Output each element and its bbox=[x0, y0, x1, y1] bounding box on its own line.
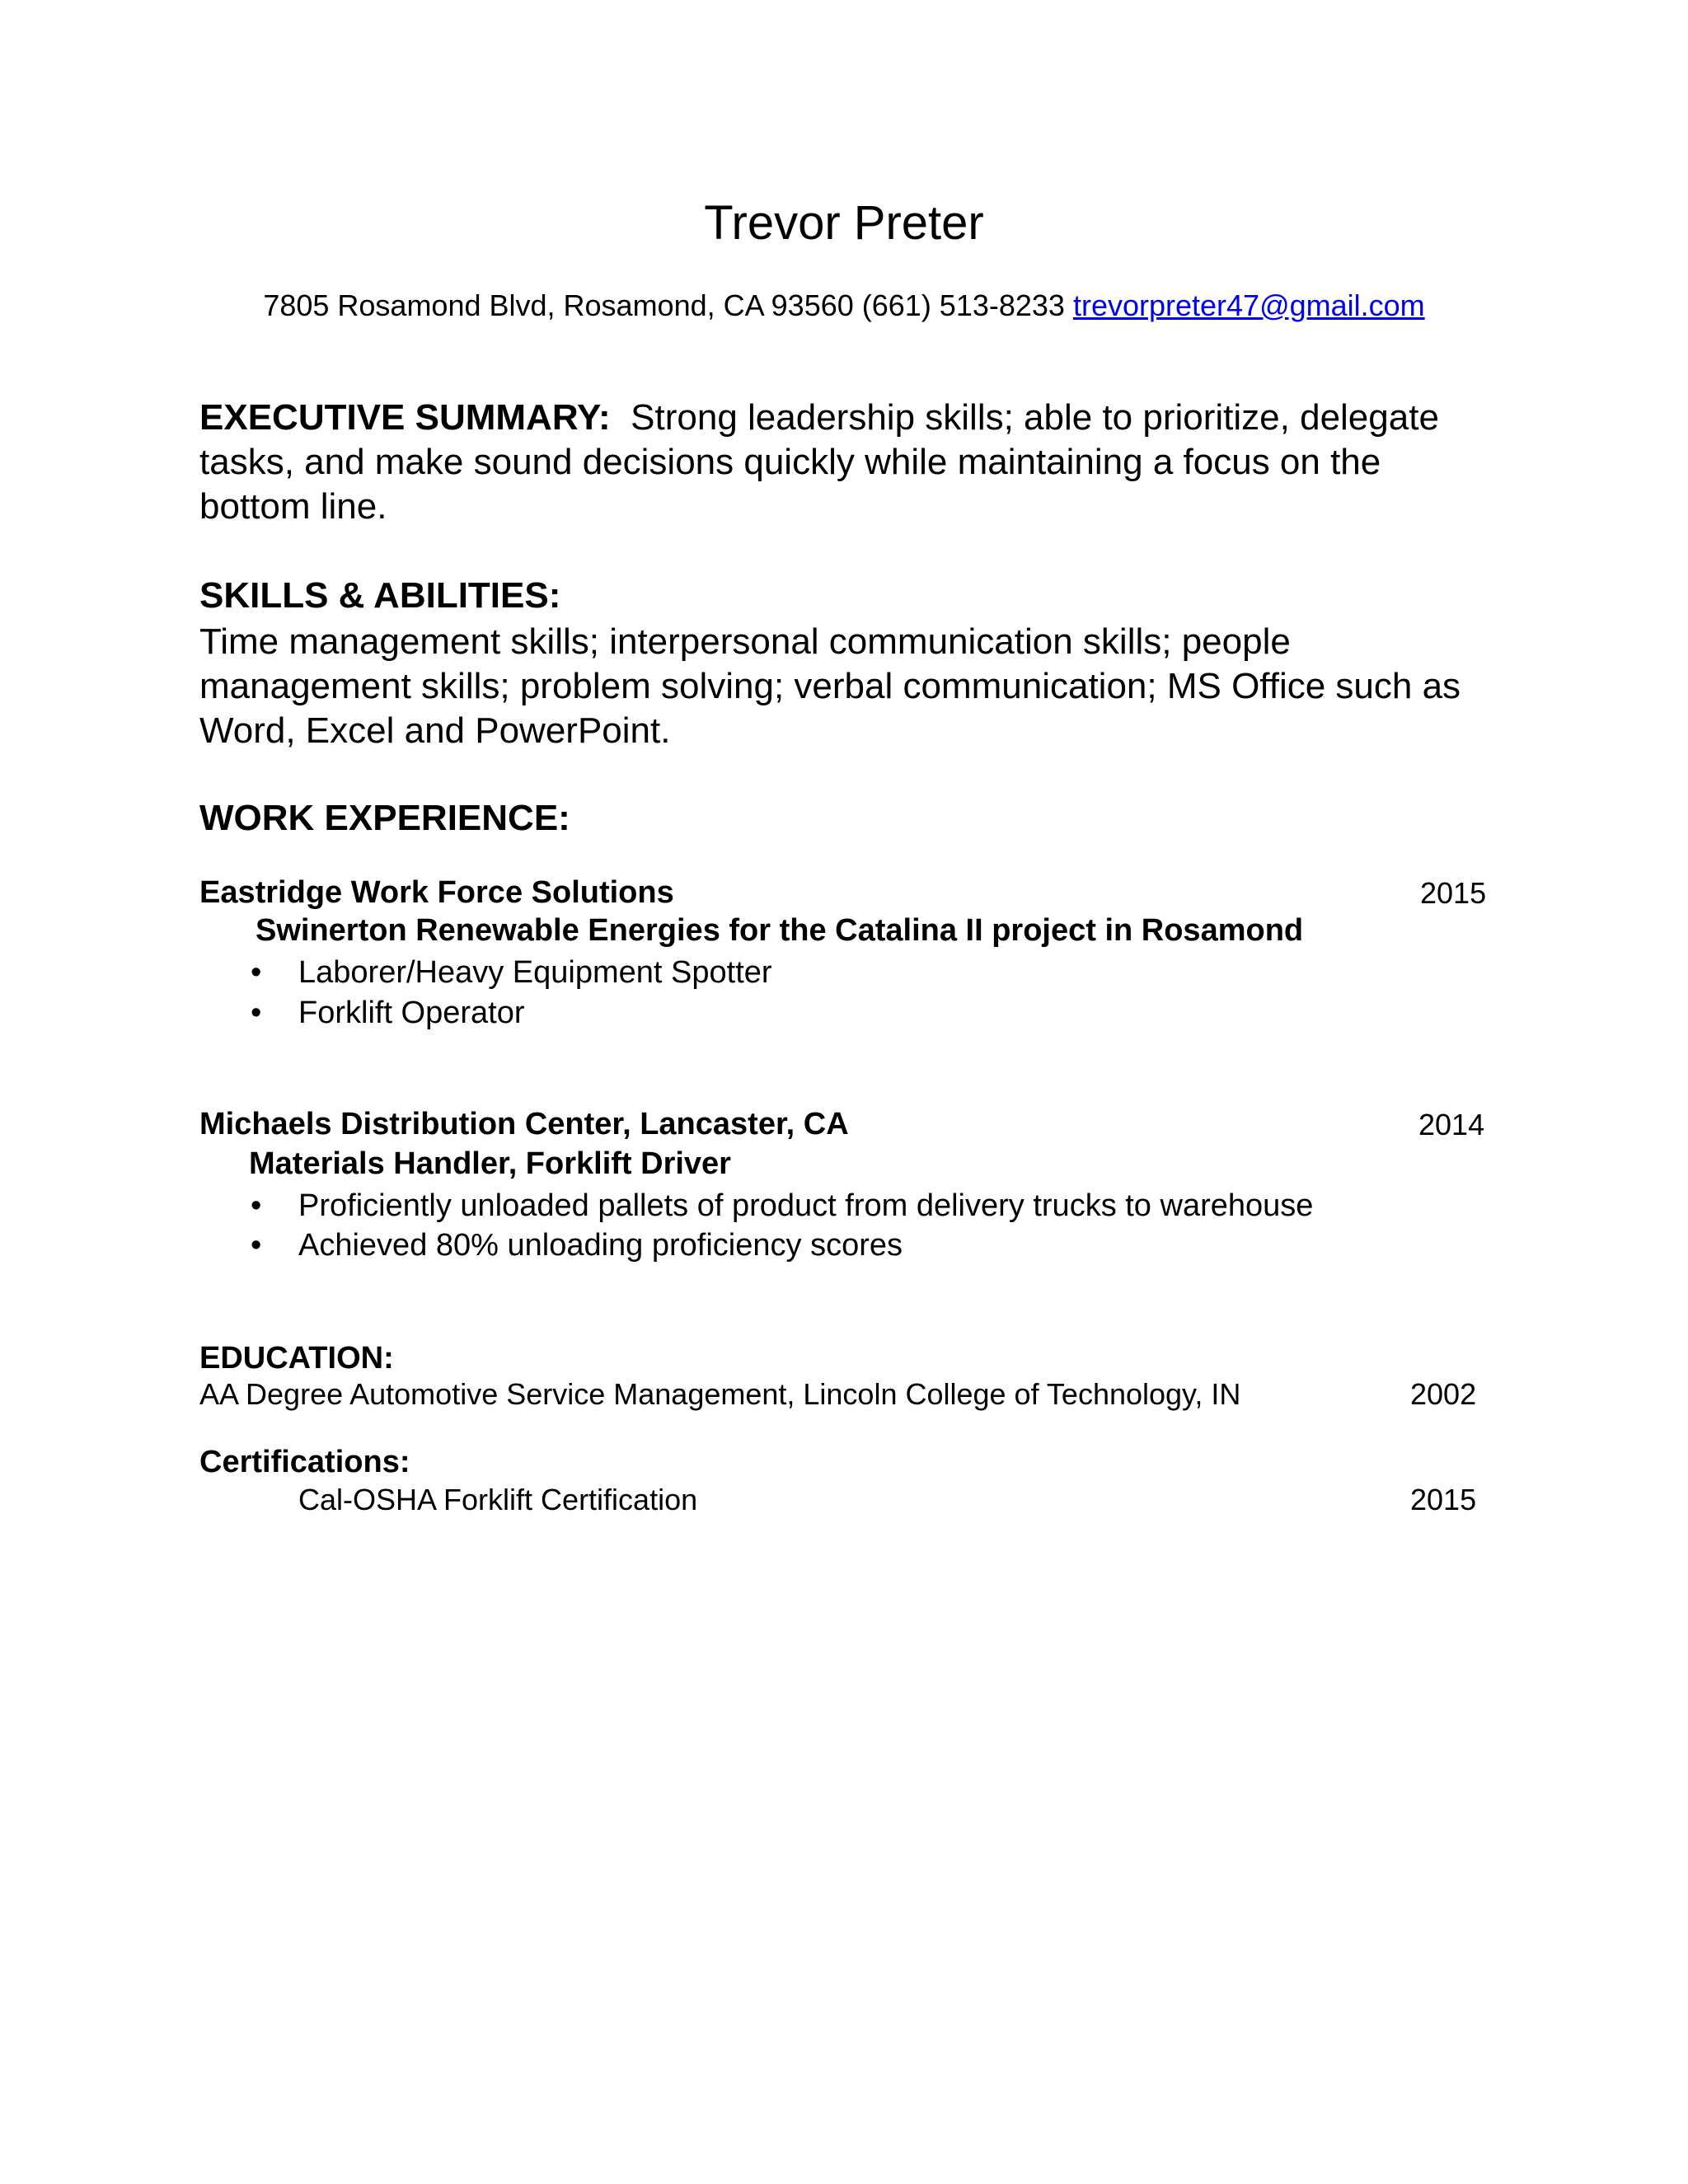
job-bullet bbox=[251, 993, 525, 1033]
bullet-text: Achieved 80% unloading proficiency scores bbox=[298, 1228, 903, 1263]
job-subtitle: Swinerton Renewable Energies for the Catalina II project in Rosamond bbox=[256, 913, 1304, 948]
executive-summary-text: Strong leadership skills; able to prioritize, delegate tasks, and make sound decisions quickly while maintaining a focus on the bottom line. bbox=[199, 397, 1439, 527]
education-heading: EDUCATION: bbox=[199, 1341, 394, 1376]
bullet-text: Proficiently unloaded pallets of product from delivery trucks to warehouse bbox=[298, 1188, 1314, 1223]
job-bullet bbox=[251, 1226, 903, 1265]
work-experience-heading: WORK EXPERIENCE: bbox=[199, 798, 570, 838]
certification-year: 2015 bbox=[1410, 1483, 1477, 1516]
job-bullet bbox=[251, 953, 772, 992]
education-year: 2002 bbox=[1410, 1377, 1477, 1411]
job-bullet bbox=[251, 1186, 1314, 1226]
bullet-icon: • bbox=[251, 1228, 262, 1263]
job-year: 2014 bbox=[1418, 1108, 1485, 1141]
address-phone: 7805 Rosamond Blvd, Rosamond, CA 93560 (661) 513-8233 bbox=[263, 288, 1065, 322]
executive-summary-heading: EXECUTIVE SUMMARY: bbox=[199, 397, 611, 438]
executive-summary bbox=[199, 396, 1485, 529]
bullet-icon: • bbox=[251, 996, 262, 1030]
job-employer: Eastridge Work Force Solutions bbox=[199, 875, 674, 910]
email-link[interactable]: trevorpreter47@gmail.com bbox=[1072, 288, 1425, 322]
bullet-text: Forklift Operator bbox=[298, 996, 525, 1030]
skills-heading: SKILLS & ABILITIES: bbox=[199, 575, 561, 616]
bullet-icon: • bbox=[251, 1188, 262, 1223]
job-subtitle: Materials Handler, Forklift Driver bbox=[249, 1146, 731, 1181]
certifications-heading: Certifications: bbox=[199, 1445, 410, 1479]
contact-line bbox=[0, 288, 1688, 324]
skills-text: Time management skills; interpersonal communication skills; people management skills; problem solving; verbal communication; MS Office such as Word, Excel and PowerPoint. bbox=[199, 621, 1461, 751]
job-year: 2015 bbox=[1420, 876, 1487, 910]
bullet-icon: • bbox=[251, 955, 262, 990]
bullet-text: Laborer/Heavy Equipment Spotter bbox=[298, 955, 772, 990]
candidate-name: Trevor Preter bbox=[704, 196, 984, 250]
education-degree: AA Degree Automotive Service Management, Lincoln College of Technology, IN bbox=[199, 1377, 1241, 1411]
job-employer: Michaels Distribution Center, Lancaster, CA bbox=[199, 1107, 849, 1141]
certification-item: Cal-OSHA Forklift Certification bbox=[298, 1483, 698, 1516]
